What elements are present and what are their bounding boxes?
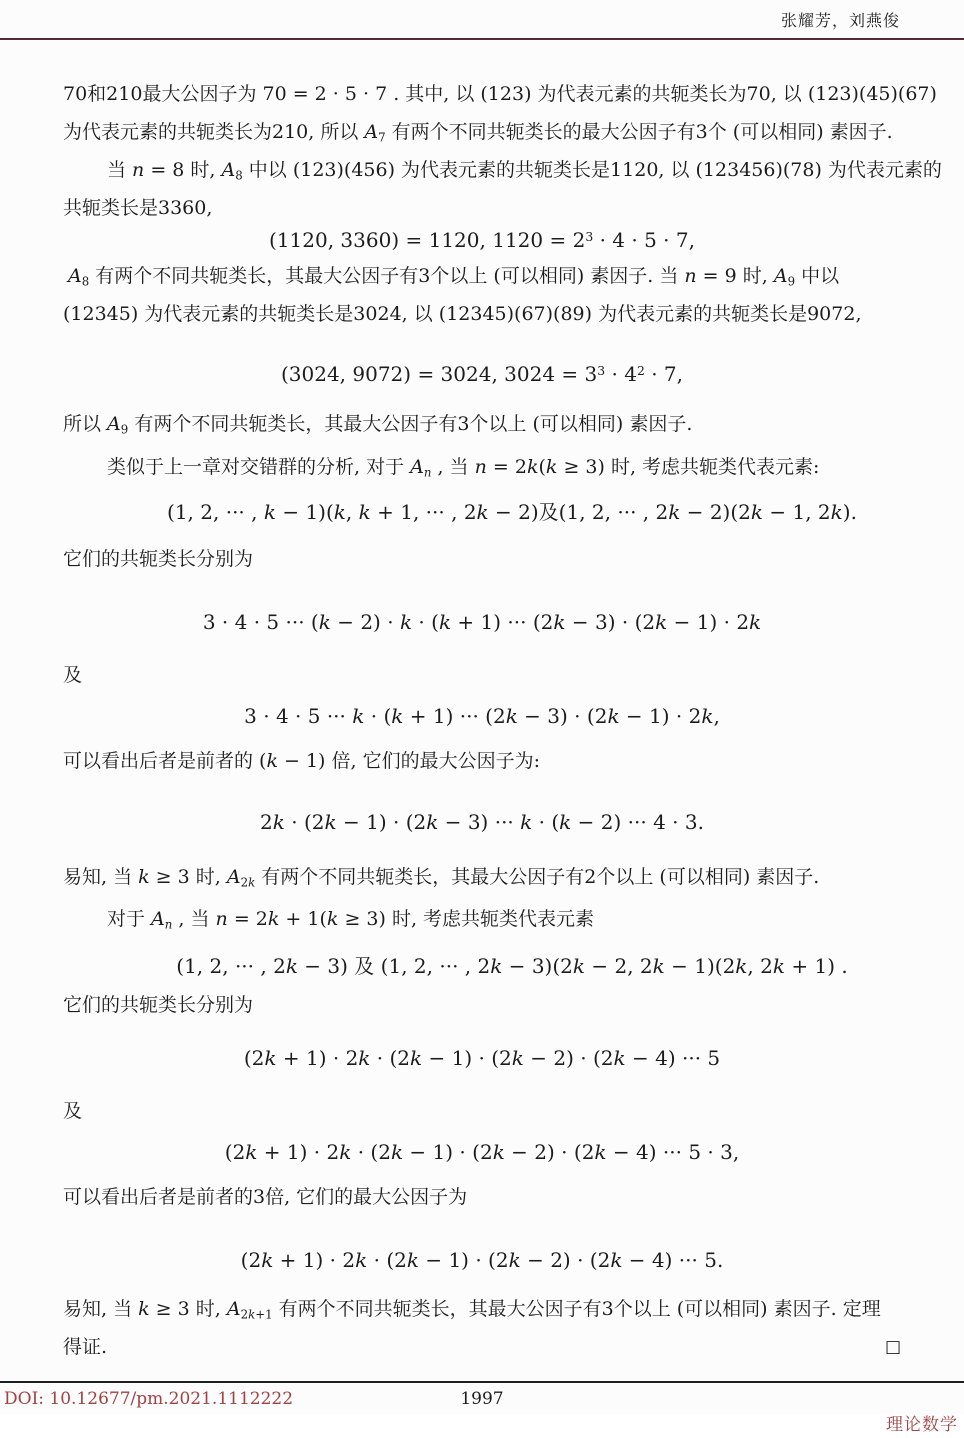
- paragraph-line: 类似于上一章对交错群的分析, 对于 $A_n$ , 当 n = 2k(k ≥ 3) 时, 考虑共轭类代表元素:: [107, 456, 820, 480]
- footer-rule: [0, 1381, 964, 1383]
- doi-text: DOI: 10.12677/pm.2021.1112222: [4, 1389, 294, 1409]
- display-formula: (2k + 1) · 2k · (2k − 1) · (2k − 2) · (2k − 4) ··· 5.: [240, 1248, 724, 1272]
- paragraph-line: 可以看出后者是前者的 (k − 1) 倍, 它们的最大公因子为:: [63, 750, 540, 772]
- paragraph-line: 对于 $A_n$ , 当 n = 2k + 1(k ≥ 3) 时, 考虑共轭类代表元素: [107, 908, 595, 932]
- paragraph-line: 70和210最大公因子为 70 = 2 · 5 · 7 . 其中, 以 (123) 为代表元素的共轭类长为70, 以 (123)(45)(67): [63, 83, 937, 105]
- display-formula: 3 · 4 · 5 ··· k · (k + 1) ··· (2k − 3) · (2k − 1) · 2k,: [244, 704, 720, 728]
- display-formula: (2k + 1) · 2k · (2k − 1) · (2k − 2) · (2k − 4) ··· 5 · 3,: [224, 1140, 740, 1164]
- display-formula: 2k · (2k − 1) · (2k − 3) ··· k · (k − 2) ··· 4 · 3.: [260, 810, 704, 834]
- paragraph-line: 及: [63, 664, 83, 686]
- footer: [0, 1386, 964, 1435]
- paragraph-line: [63, 1328, 901, 1366]
- paragraph-line: 它们的共轭类长分别为: [63, 994, 254, 1016]
- qed-box: □: [884, 1337, 901, 1357]
- paragraph-line: $A_8$ 有两个不同共轭类长，其最大公因子有3个以上 (可以相同) 素因子. 当 n = 9 时, $A_9$ 中以: [68, 265, 840, 289]
- paragraph-line: 及: [63, 1100, 83, 1122]
- display-formula: (1120, 3360) = 1120, $1120 = 2^3 \cdot 4 \cdot 5 \cdot 7$,: [269, 228, 695, 253]
- paragraph-line: 为代表元素的共轭类长为210, 所以 $A_7$ 有两个不同共轭类长的最大公因子有3个 (可以相同) 素因子.: [63, 121, 893, 145]
- paragraph-line-text: 得证.: [63, 1336, 108, 1358]
- paragraph-line: 当 n = 8 时, $A_8$ 中以 (123)(456) 为代表元素的共轭类长是1120, 以 (123456)(78) 为代表元素的: [107, 159, 942, 183]
- paragraph-line: 易知, 当 k ≥ 3 时, $A_{2k+1}$ 有两个不同共轭类长，其最大公因子有3个以上 (可以相同) 素因子. 定理: [63, 1298, 881, 1322]
- display-formula: (1, 2, ··· , k − 1)(k, k + 1, ··· , 2k − 2)及(1, 2, ··· , 2k − 2)(2k − 1, 2k).: [167, 500, 857, 524]
- paragraph-line: 易知, 当 k ≥ 3 时, $A_{2k}$ 有两个不同共轭类长，其最大公因子有2个以上 (可以相同) 素因子.: [63, 866, 820, 890]
- display-formula: 3 · 4 · 5 ··· (k − 2) · k · (k + 1) ··· (2k − 3) · (2k − 1) · 2k: [202, 610, 762, 634]
- paragraph-line: 可以看出后者是前者的3倍, 它们的最大公因子为: [63, 1186, 468, 1208]
- paragraph-line: 所以 $A_9$ 有两个不同共轭类长，其最大公因子有3个以上 (可以相同) 素因子.: [63, 413, 693, 437]
- paragraph-line: 它们的共轭类长分别为: [63, 548, 254, 570]
- paragraph-line: 共轭类长是3360,: [63, 197, 213, 219]
- display-formula: (2k + 1) · 2k · (2k − 1) · (2k − 2) · (2k − 4) ··· 5: [243, 1046, 721, 1070]
- display-formula: (3024, 9072) = 3024, $3024 = 3^3 \cdot 4^2 \cdot 7$,: [280, 362, 684, 387]
- paragraph-line: (12345) 为代表元素的共轭类长是3024, 以 (12345)(67)(89) 为代表元素的共轭类长是9072,: [63, 303, 862, 325]
- header-rule: [0, 38, 964, 40]
- header-authors: 张耀芳，刘燕俊: [780, 11, 900, 30]
- display-formula: (1, 2, ··· , 2k − 3) 及 (1, 2, ··· , 2k − 3)(2k − 2, 2k − 1)(2k, 2k + 1) .: [176, 954, 848, 978]
- page-number: 1997: [460, 1389, 504, 1409]
- paper-body: [63, 75, 942, 1366]
- journal-name: 理论数学: [886, 1415, 958, 1435]
